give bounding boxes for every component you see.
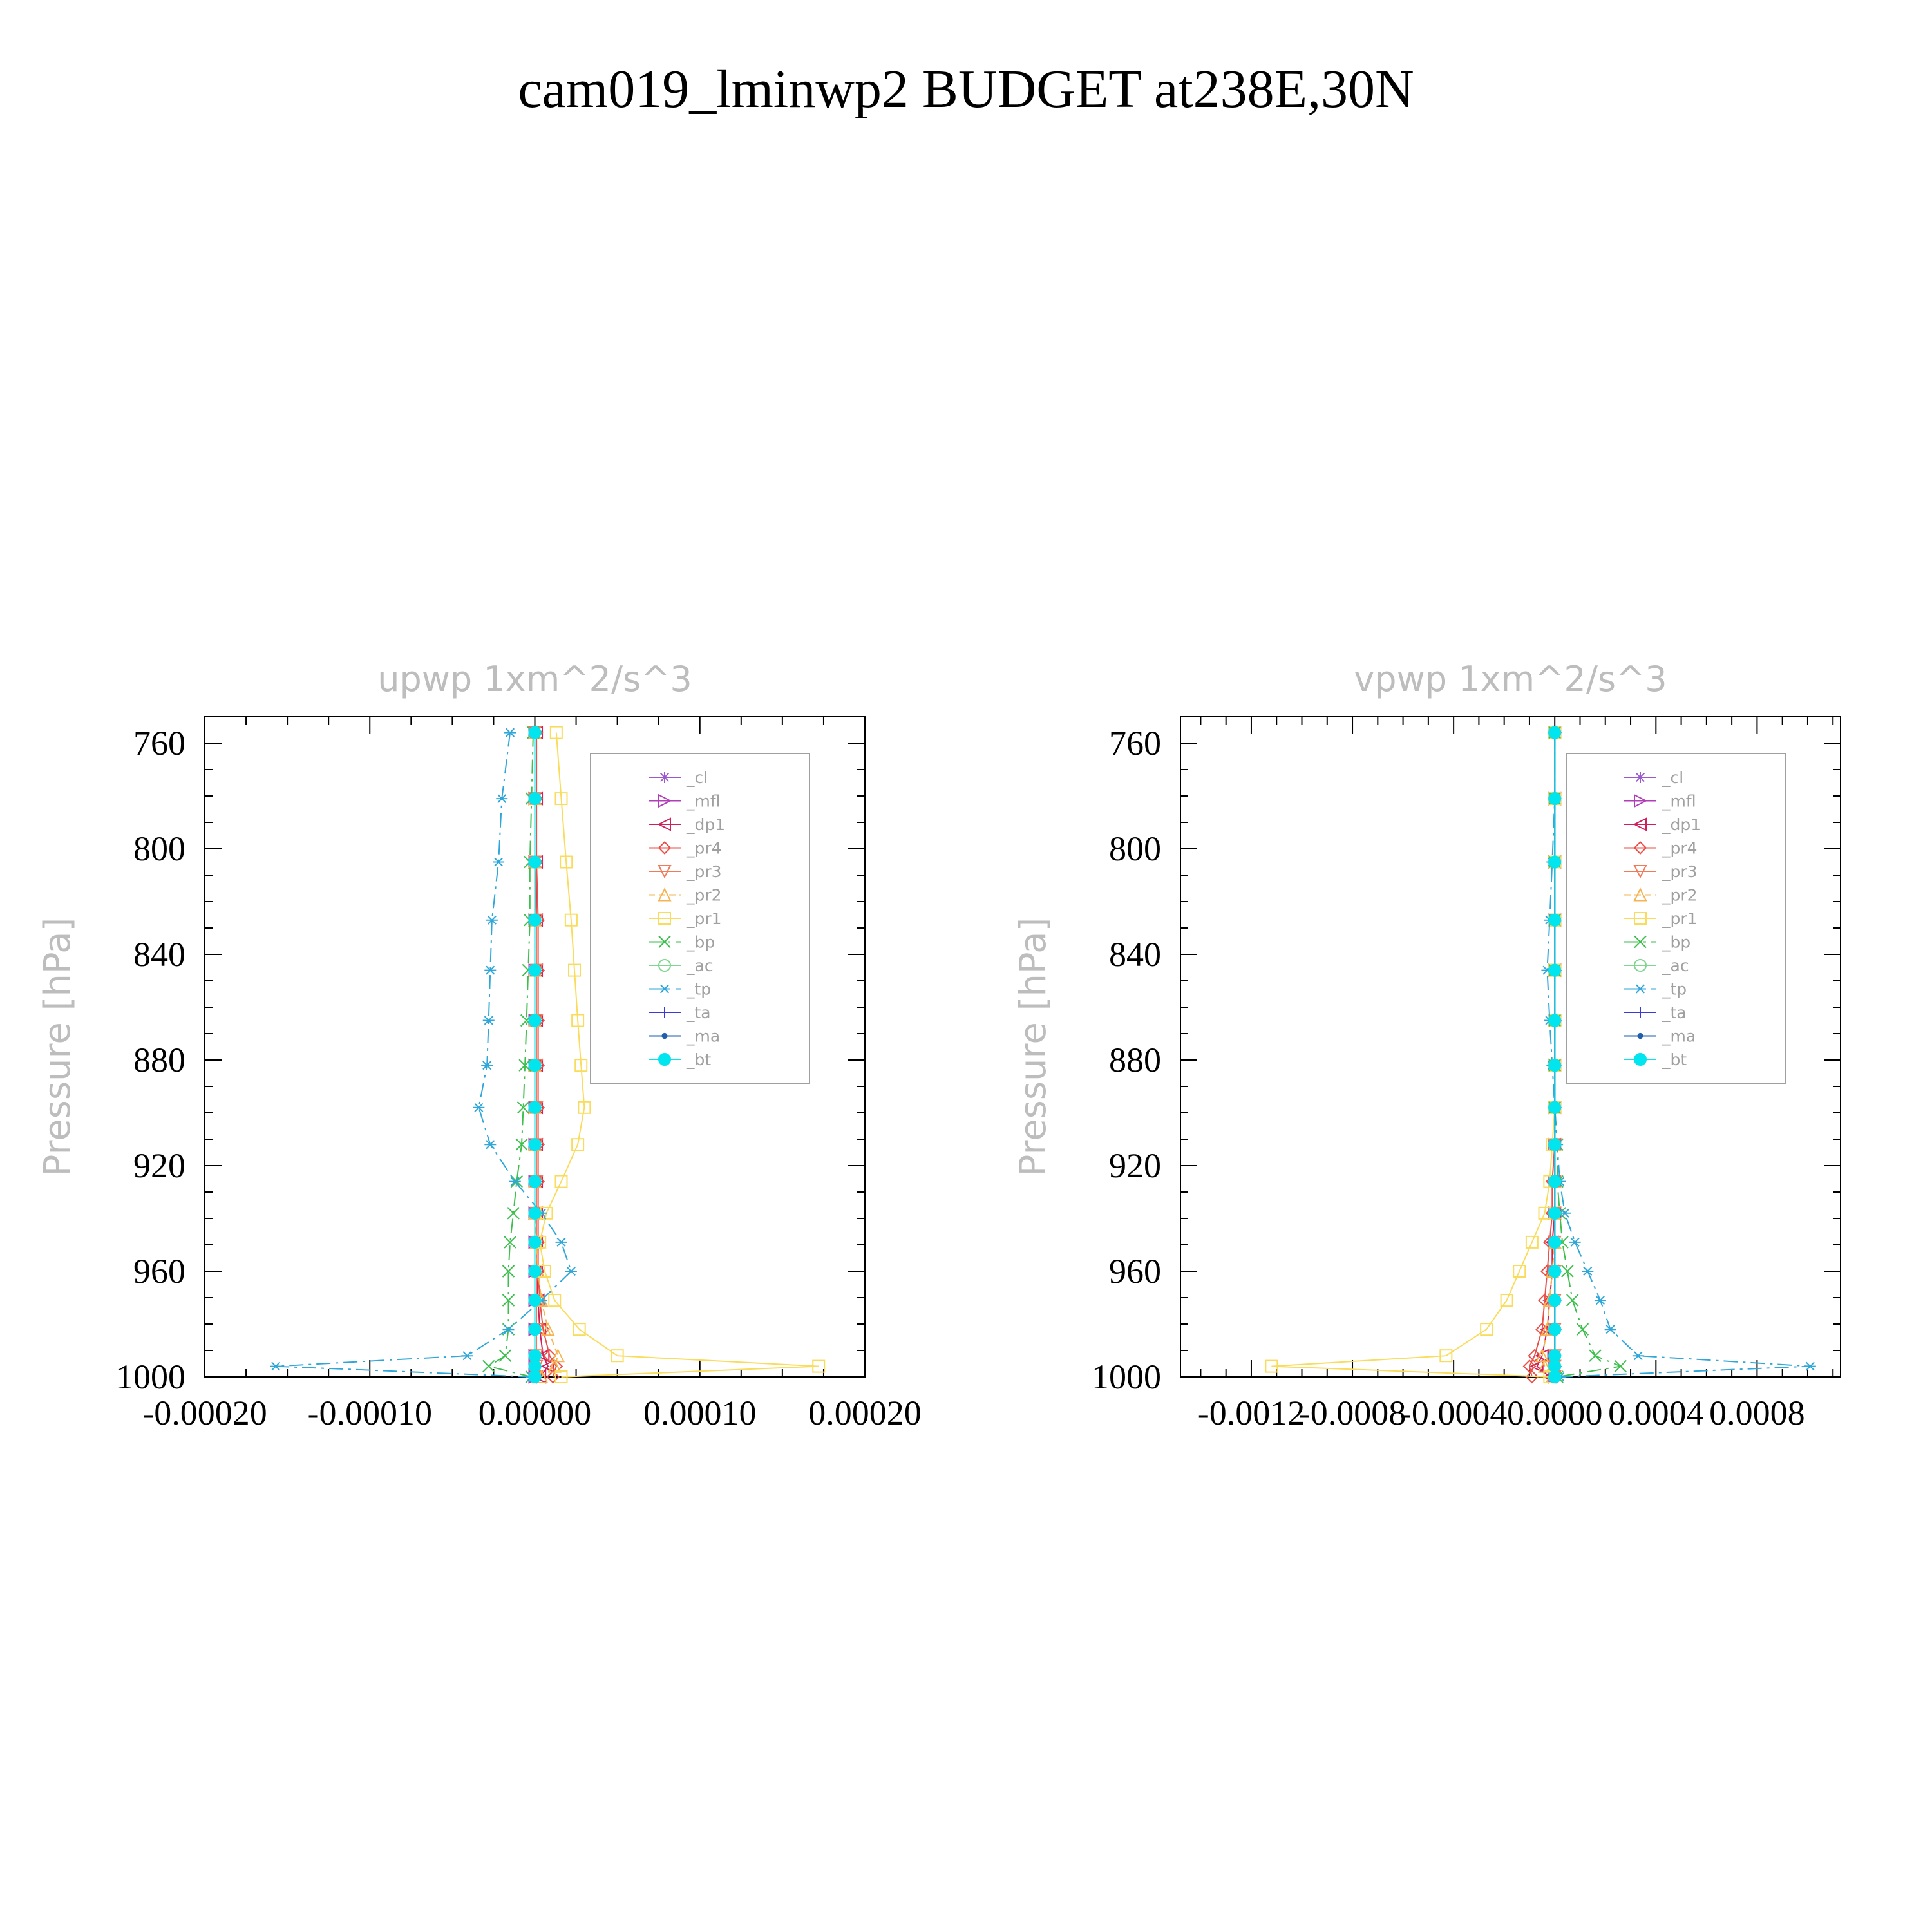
marker-shape <box>1549 1139 1560 1150</box>
legend-label: _cl <box>1662 768 1684 787</box>
y-tick-label: 880 <box>133 1041 185 1079</box>
legend-label: _ta <box>687 1003 711 1022</box>
data-point <box>529 857 541 868</box>
data-point <box>556 1238 567 1247</box>
panel-title: vpwp 1xm^2/s^3 <box>1354 659 1667 699</box>
marker-shape <box>659 1054 670 1065</box>
marker-shape <box>529 1139 541 1150</box>
x-tick-label: 0.00020 <box>808 1394 922 1432</box>
y-tick-label: 1000 <box>116 1358 185 1396</box>
data-point <box>529 1176 541 1188</box>
data-point <box>1549 1323 1560 1335</box>
data-point <box>493 858 504 866</box>
y-tick-label: 800 <box>133 829 185 868</box>
data-point <box>473 1104 484 1112</box>
y-tick-label: 960 <box>133 1252 185 1291</box>
data-point <box>1605 1325 1616 1334</box>
series-pr2 <box>1537 727 1561 1383</box>
legend <box>591 753 810 1083</box>
marker-shape <box>1549 1294 1560 1306</box>
marker-shape <box>529 727 541 739</box>
data-point <box>1549 1371 1560 1383</box>
marker-shape <box>1549 965 1560 976</box>
marker-shape <box>529 1361 541 1372</box>
legend-marker <box>659 1054 670 1065</box>
data-point <box>1549 1265 1560 1277</box>
x-tick-label: -0.0012 <box>1197 1394 1305 1432</box>
data-point <box>1582 1267 1593 1276</box>
data-point <box>529 965 541 976</box>
marker-shape <box>529 1102 541 1113</box>
legend-label: _ta <box>1662 1003 1687 1022</box>
marker-shape <box>1549 1208 1560 1219</box>
data-point <box>529 1102 541 1113</box>
x-tick-label: 0.00010 <box>643 1394 757 1432</box>
marker-shape <box>1549 1176 1560 1188</box>
data-point <box>529 914 541 926</box>
y-tick-label: 1000 <box>1092 1358 1161 1396</box>
data-point <box>1577 1323 1588 1335</box>
legend-label: _pr1 <box>1662 909 1698 928</box>
legend-label: _pr3 <box>687 862 722 881</box>
legend-label: _ac <box>1662 956 1689 975</box>
data-point <box>1549 965 1560 976</box>
y-axis-label: Pressure [hPa] <box>37 917 79 1177</box>
data-point <box>270 1362 281 1370</box>
series-line <box>1271 733 1555 1377</box>
marker-shape <box>529 1323 541 1335</box>
marker-shape <box>1549 793 1560 804</box>
x-tick-label: 0.0004 <box>1608 1394 1704 1432</box>
legend <box>1566 753 1785 1083</box>
legend-label: _ma <box>1662 1027 1696 1046</box>
data-point <box>1549 1015 1560 1027</box>
data-point <box>507 1208 519 1219</box>
legend-label: _dp1 <box>1662 815 1701 834</box>
data-point <box>1549 1176 1560 1188</box>
legend-label: _bp <box>687 933 715 952</box>
y-tick-label: 760 <box>133 724 185 762</box>
legend-marker <box>1634 772 1646 783</box>
marker-shape <box>529 965 541 976</box>
figure-title: cam019_lminwp2 BUDGET at238E,30N <box>518 59 1414 119</box>
marker-shape <box>529 793 541 804</box>
y-tick-label: 920 <box>133 1146 185 1185</box>
data-point <box>1549 914 1560 926</box>
legend-label: _pr4 <box>1662 838 1698 858</box>
x-tick-label: -0.00010 <box>307 1394 432 1432</box>
legend-label: _mfl <box>1662 791 1696 811</box>
data-point <box>1615 1361 1626 1372</box>
x-tick-label: 0.0008 <box>1709 1394 1805 1432</box>
marker-shape <box>529 1059 541 1071</box>
data-point <box>1549 1059 1560 1071</box>
legend-label: _ac <box>687 956 714 975</box>
data-point <box>529 1294 541 1306</box>
upwp-panel <box>37 659 922 1432</box>
legend-label: _tp <box>687 980 712 999</box>
data-point <box>1549 1102 1560 1113</box>
data-point <box>529 1371 541 1383</box>
legend-label: _tp <box>1662 980 1687 999</box>
data-point <box>484 1141 496 1149</box>
panel-title: upwp 1xm^2/s^3 <box>377 659 692 699</box>
marker-shape <box>529 1208 541 1219</box>
data-point <box>529 793 541 804</box>
data-point <box>1549 1236 1560 1248</box>
marker-shape <box>1549 1323 1560 1335</box>
data-point <box>1549 1361 1560 1372</box>
legend-label: _pr2 <box>687 886 722 905</box>
x-tick-label: -0.00020 <box>142 1394 267 1432</box>
legend-label: _dp1 <box>687 815 726 834</box>
data-point <box>1589 1350 1601 1361</box>
legend-label: _mfl <box>687 791 721 811</box>
vpwp-panel <box>1012 659 1841 1432</box>
marker-shape <box>1634 1054 1646 1065</box>
legend-label: _pr2 <box>1662 886 1698 905</box>
x-tick-label: -0.0008 <box>1298 1394 1406 1432</box>
marker-shape <box>1638 1034 1642 1038</box>
series-line <box>489 733 533 1377</box>
legend-label: _pr4 <box>687 838 722 858</box>
legend-label: _cl <box>687 768 708 787</box>
data-point <box>529 1059 541 1071</box>
legend-marker <box>1634 1054 1646 1065</box>
data-point <box>499 1350 511 1361</box>
marker-shape <box>529 1371 541 1383</box>
data-point <box>565 1267 577 1276</box>
marker-shape <box>1549 727 1560 739</box>
y-tick-label: 920 <box>1109 1146 1161 1185</box>
y-tick-label: 960 <box>1109 1252 1161 1291</box>
legend-label: _ma <box>687 1027 721 1046</box>
data-point <box>529 1361 541 1372</box>
marker-shape <box>529 914 541 926</box>
data-point <box>529 1265 541 1277</box>
y-tick-label: 840 <box>1109 935 1161 974</box>
marker-shape <box>1549 1102 1560 1113</box>
legend-marker <box>1638 1034 1642 1038</box>
data-point <box>1562 1265 1573 1277</box>
marker-shape <box>662 1034 667 1038</box>
data-point <box>1549 1294 1560 1306</box>
data-point <box>1549 1139 1560 1150</box>
legend-label: _pr3 <box>1662 862 1698 881</box>
series-line <box>276 733 571 1377</box>
marker-shape <box>1549 1350 1560 1361</box>
series-dp1 <box>531 727 554 1383</box>
legend-label: _pr1 <box>687 909 722 928</box>
marker-shape <box>1549 1361 1560 1372</box>
series-line <box>1542 733 1555 1377</box>
data-point <box>529 1139 541 1150</box>
marker-shape <box>1549 1371 1560 1383</box>
legend-marker <box>659 772 670 783</box>
series-pr1 <box>1265 727 1560 1383</box>
y-tick-label: 840 <box>133 935 185 974</box>
marker-shape <box>1549 1236 1560 1248</box>
x-tick-label: 0.00000 <box>478 1394 592 1432</box>
y-tick-label: 880 <box>1109 1041 1161 1079</box>
data-point <box>529 1350 541 1361</box>
marker-shape <box>529 1350 541 1361</box>
data-point <box>1549 727 1560 739</box>
marker-shape <box>529 1236 541 1248</box>
data-point <box>1549 1208 1560 1219</box>
series-bp <box>483 727 539 1383</box>
data-point <box>1549 793 1560 804</box>
data-point <box>1569 1238 1581 1247</box>
data-point <box>529 727 541 739</box>
marker-shape <box>1549 1059 1560 1071</box>
data-point <box>1549 857 1560 868</box>
data-point <box>1549 1350 1560 1361</box>
data-point <box>1595 1296 1606 1305</box>
marker-shape <box>529 1294 541 1306</box>
marker-shape <box>529 1015 541 1027</box>
x-tick-label: -0.0004 <box>1399 1394 1508 1432</box>
y-tick-label: 800 <box>1109 829 1161 868</box>
data-point <box>1804 1362 1816 1370</box>
marker-shape <box>1549 1015 1560 1027</box>
data-point <box>1633 1352 1644 1360</box>
marker-shape <box>529 857 541 868</box>
y-tick-label: 760 <box>1109 724 1161 762</box>
data-point <box>483 1361 495 1372</box>
legend-label: _bp <box>1662 933 1691 952</box>
data-point <box>529 1323 541 1335</box>
data-point <box>529 1015 541 1027</box>
legend-label: _bt <box>1662 1050 1687 1069</box>
x-tick-label: 0.0000 <box>1506 1394 1603 1432</box>
data-point <box>529 1236 541 1248</box>
legend-marker <box>662 1034 667 1038</box>
marker-shape <box>529 1176 541 1188</box>
marker-shape <box>1549 857 1560 868</box>
marker-shape <box>1549 914 1560 926</box>
marker-shape <box>529 1265 541 1277</box>
data-point <box>529 1208 541 1219</box>
legend-label: _bt <box>687 1050 712 1069</box>
data-point <box>1567 1294 1578 1306</box>
y-axis-label: Pressure [hPa] <box>1012 917 1054 1177</box>
marker-shape <box>1549 1265 1560 1277</box>
